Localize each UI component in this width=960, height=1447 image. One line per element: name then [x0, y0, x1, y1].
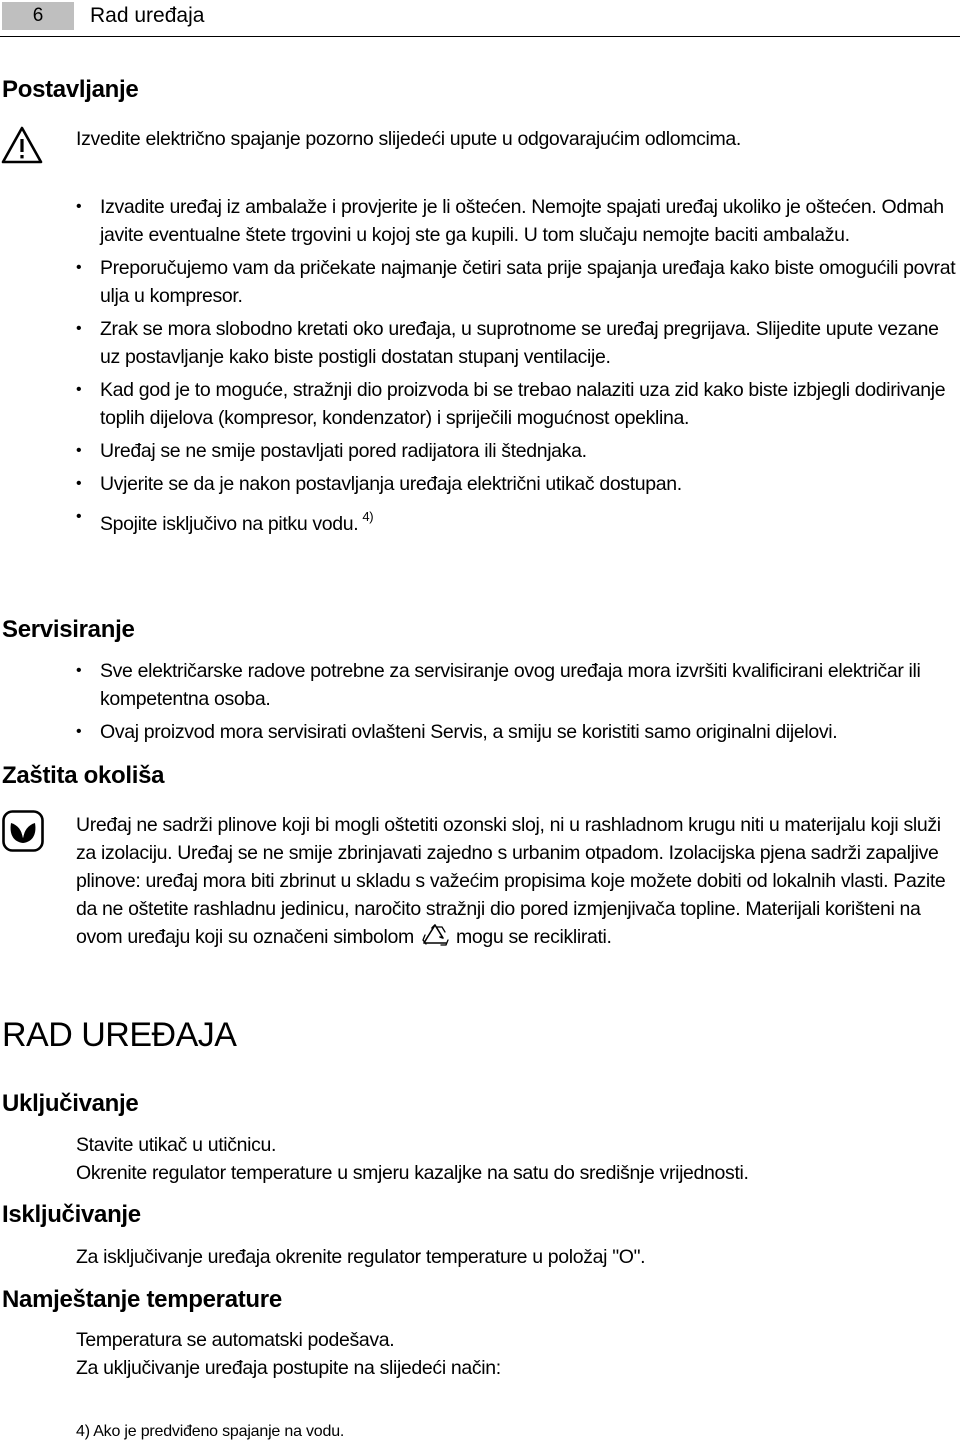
list-item: • Sve električarske radove potrebne za servisiranje ovog uređaja mora izvršiti kvalificirani električar ili kompetentna osoba.: [76, 657, 956, 713]
environment-text-part2: mogu se reciklirati.: [456, 926, 612, 948]
recycle-icon: [421, 923, 449, 947]
environment-leaf-icon: [2, 810, 44, 852]
page-header: [0, 0, 960, 40]
installation-heading: Postavljanje: [2, 76, 139, 103]
switch-off-text: Za isključivanje uređaja okrenite regulator temperature u položaj "O".: [76, 1246, 646, 1268]
temperature-heading: Namještanje temperature: [2, 1286, 282, 1313]
list-item: • Izvadite uređaj iz ambalaže i provjerite je li oštećen. Nemojte spajati uređaj ukoliko je oštećen. Odmah javite eventualne štete trgovini u kojoj ste ga kupili. U tom slučaju nemojte baciti ambalažu.: [76, 193, 956, 249]
switch-off-heading: Isključivanje: [2, 1201, 141, 1228]
footnote: 4) Ako je predviđeno spajanje na vodu.: [76, 1423, 345, 1440]
temperature-line-1: Temperatura se automatski podešava.: [76, 1329, 395, 1351]
header-rule: [0, 36, 960, 37]
footnote-ref: 4): [362, 509, 374, 524]
temperature-line-2: Za uključivanje uređaja postupite na slijedeći način:: [76, 1357, 501, 1379]
list-item: • Uvjerite se da je nakon postavljanja uređaja električni utikač dostupan.: [76, 470, 956, 498]
installation-list: [76, 193, 956, 543]
page-number: 6: [2, 2, 74, 30]
list-item: • Uređaj se ne smije postavljati pored radijatora ili štednjaka.: [76, 437, 956, 465]
servicing-list: [76, 657, 956, 751]
environment-text-part1: Uređaj ne sadrži plinove koji bi mogli oštetiti ozonski sloj, ni u rashladnom krugu niti u materijalu koji služi za izolaciju. Uređaj se ne smije zbrinjavati zajedno s urbanim otpadom. Izolacijska pjena sadrži zapaljive plinove: uređaj mora biti zbrinut u skladu s važećim propisima koje možete dobiti od lokalnih vlasti. Pazite da ne oštetite rashladnu jedinicu, naročito stražnji dio pored izmjenjivača topline. Materijali korišteni na ovom uređaju koji su označeni simbolom: [76, 814, 946, 948]
list-item: • Ovaj proizvod mora servisirati ovlašteni Servis, a smiju se koristiti samo originalni dijelovi.: [76, 718, 956, 746]
header-title: Rad uređaja: [90, 4, 205, 27]
switch-on-line-2: Okrenite regulator temperature u smjeru kazaljke na satu do središnje vrijednosti.: [76, 1162, 749, 1184]
switch-on-line-1: Stavite utikač u utičnicu.: [76, 1134, 277, 1156]
list-item-text: Spojite isključivo na pitku vodu.: [100, 513, 359, 535]
operation-heading: RAD UREĐAJA: [2, 1016, 237, 1054]
switch-on-heading: Uključivanje: [2, 1090, 139, 1117]
list-item: • Preporučujemo vam da pričekate najmanje četiri sata prije spajanja uređaja kako biste omogućili povrat ulja u kompresor.: [76, 254, 956, 310]
list-item: • Zrak se mora slobodno kretati oko uređaja, u suprotnome se uređaj pregrijava. Slijedite upute vezane uz postavljanje kako biste postigli dostatan stupanj ventilacije.: [76, 315, 956, 371]
servicing-heading: Servisiranje: [2, 616, 135, 643]
warning-text: Izvedite električno spajanje pozorno slijedeći upute u odgovarajućim odlomcima.: [76, 128, 741, 150]
list-item: [76, 503, 956, 538]
list-item: • Kad god je to moguće, stražnji dio proizvoda bi se trebao nalaziti uza zid kako biste izbjegli dodirivanje toplih dijelova (kompresor, kondenzator) i spriječili mogućnost opeklina.: [76, 376, 956, 432]
environment-text: [76, 811, 948, 951]
warning-triangle-icon: [1, 126, 43, 164]
environment-heading: Zaštita okoliša: [2, 762, 165, 789]
